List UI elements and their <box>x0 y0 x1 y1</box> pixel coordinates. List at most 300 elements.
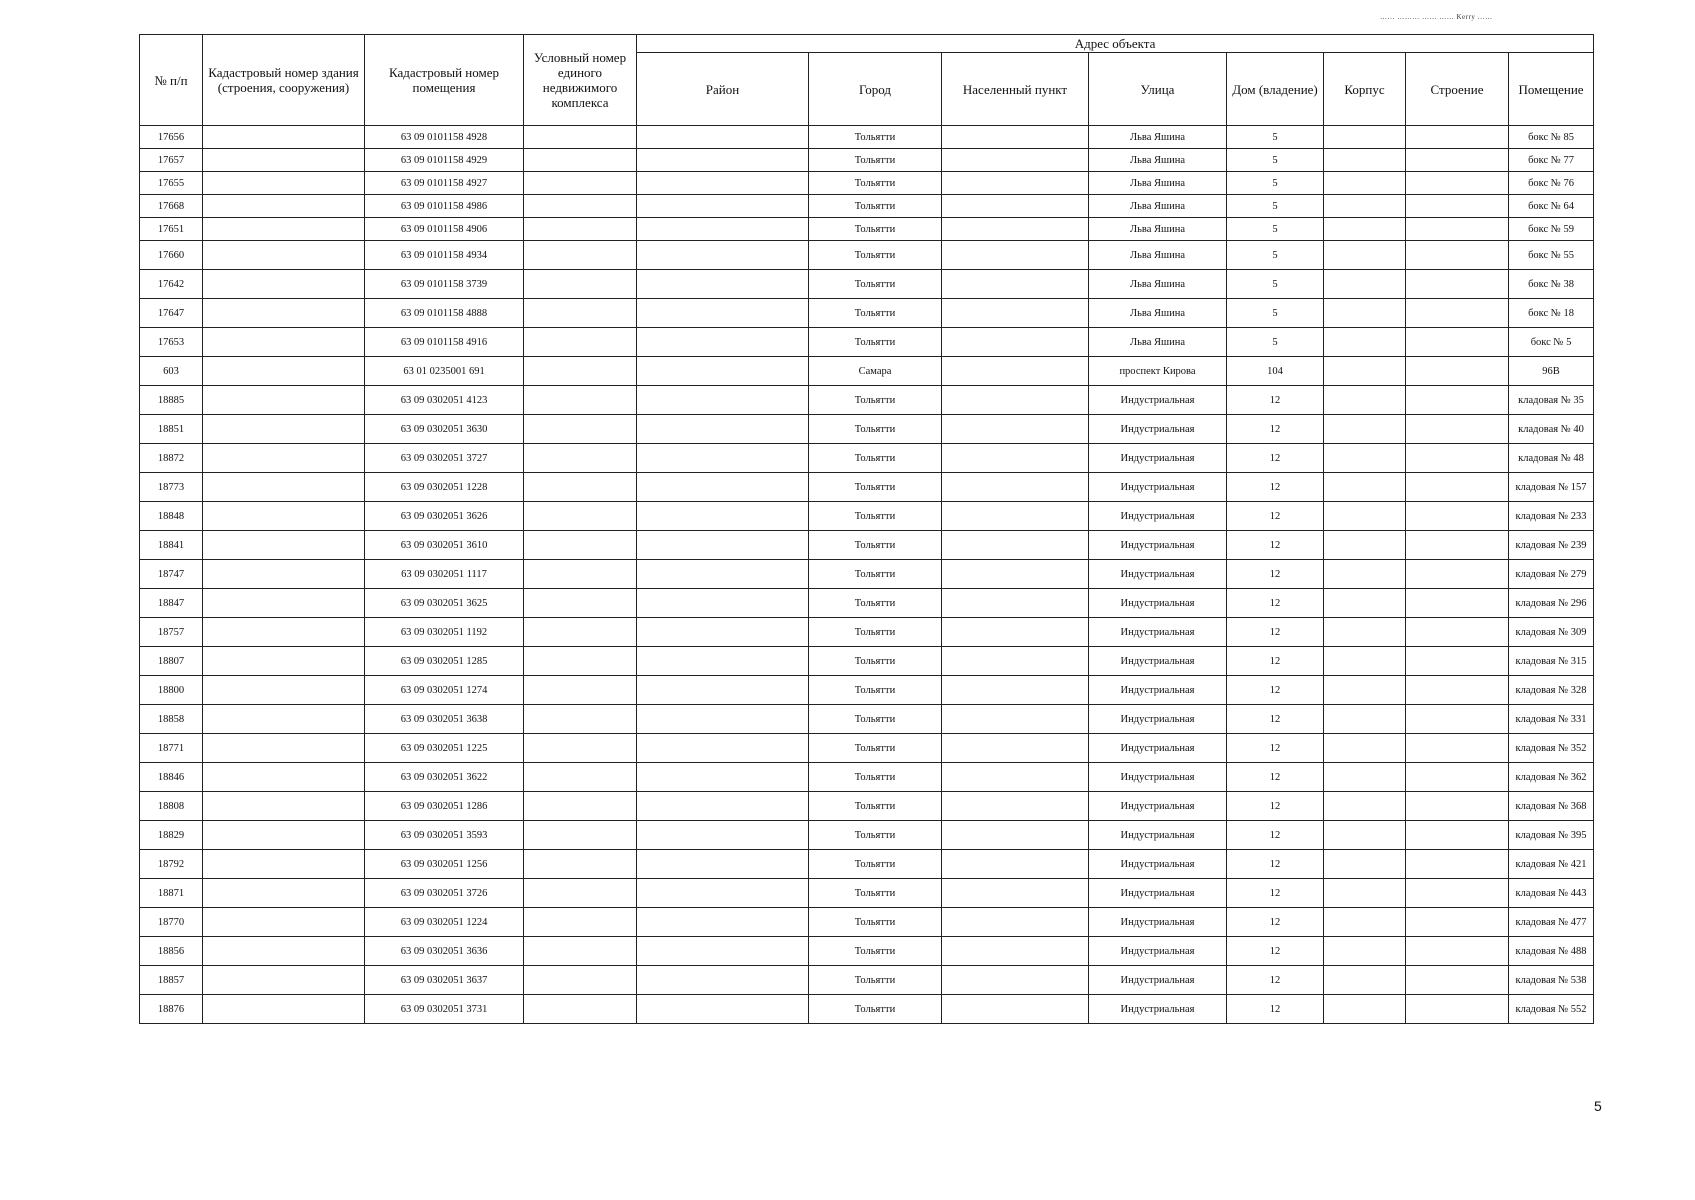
cell-room: кладовая № 352 <box>1509 734 1594 763</box>
cell-street: Льва Яшина <box>1089 241 1227 270</box>
cell-city: Тольятти <box>809 734 942 763</box>
cell-street: Индустриальная <box>1089 734 1227 763</box>
cell-settlement <box>942 357 1089 386</box>
cell-city: Тольятти <box>809 531 942 560</box>
cell-district <box>637 415 809 444</box>
cell-district <box>637 618 809 647</box>
cell-cad-building <box>203 618 365 647</box>
cell-house: 5 <box>1227 172 1324 195</box>
cell-house: 12 <box>1227 531 1324 560</box>
cell-room: кладовая № 296 <box>1509 589 1594 618</box>
cell-settlement <box>942 734 1089 763</box>
table-row <box>140 415 1594 444</box>
cell-korpus <box>1324 218 1406 241</box>
cell-building <box>1406 589 1509 618</box>
col-header-cad-premises: Кадастровый номер помещения <box>365 35 524 126</box>
table-row <box>140 444 1594 473</box>
cell-cad-building <box>203 995 365 1024</box>
cell-street: Индустриальная <box>1089 618 1227 647</box>
cell-cad-building <box>203 299 365 328</box>
cell-cad-premises: 63 09 0101158 4927 <box>365 172 524 195</box>
cell-room: кладовая № 35 <box>1509 386 1594 415</box>
cell-building <box>1406 218 1509 241</box>
cell-korpus <box>1324 763 1406 792</box>
cell-cad-building <box>203 560 365 589</box>
cell-conditional-number <box>524 821 637 850</box>
cell-cad-building <box>203 647 365 676</box>
cell-cad-premises: 63 01 0235001 691 <box>365 357 524 386</box>
cell-korpus <box>1324 126 1406 149</box>
cell-cad-building <box>203 763 365 792</box>
cell-building <box>1406 270 1509 299</box>
cell-settlement <box>942 328 1089 357</box>
cell-num: 17656 <box>140 126 203 149</box>
cell-settlement <box>942 937 1089 966</box>
cell-conditional-number <box>524 299 637 328</box>
cell-city: Тольятти <box>809 908 942 937</box>
cell-korpus <box>1324 444 1406 473</box>
cell-district <box>637 172 809 195</box>
cell-cad-premises: 63 09 0302051 3622 <box>365 763 524 792</box>
cell-korpus <box>1324 850 1406 879</box>
cell-conditional-number <box>524 502 637 531</box>
cell-conditional-number <box>524 734 637 763</box>
cell-city: Тольятти <box>809 618 942 647</box>
cell-street: Индустриальная <box>1089 473 1227 502</box>
cell-building <box>1406 126 1509 149</box>
cell-cad-building <box>203 444 365 473</box>
cell-street: Индустриальная <box>1089 821 1227 850</box>
cell-settlement <box>942 444 1089 473</box>
cell-cad-building <box>203 908 365 937</box>
cell-district <box>637 126 809 149</box>
cell-room: кладовая № 239 <box>1509 531 1594 560</box>
cell-district <box>637 270 809 299</box>
cell-num: 18847 <box>140 589 203 618</box>
cell-room: кладовая № 331 <box>1509 705 1594 734</box>
cell-street: Индустриальная <box>1089 531 1227 560</box>
cell-cad-premises: 63 09 0302051 3638 <box>365 705 524 734</box>
cell-korpus <box>1324 676 1406 705</box>
cell-korpus <box>1324 473 1406 502</box>
cell-room: бокс № 64 <box>1509 195 1594 218</box>
cell-city: Тольятти <box>809 502 942 531</box>
cell-city: Самара <box>809 357 942 386</box>
cell-city: Тольятти <box>809 270 942 299</box>
cell-num: 18876 <box>140 995 203 1024</box>
cell-room: кладовая № 48 <box>1509 444 1594 473</box>
cell-conditional-number <box>524 908 637 937</box>
cell-district <box>637 357 809 386</box>
cell-settlement <box>942 502 1089 531</box>
cell-korpus <box>1324 270 1406 299</box>
cell-house: 12 <box>1227 705 1324 734</box>
cell-cad-premises: 63 09 0101158 4888 <box>365 299 524 328</box>
cell-room: бокс № 5 <box>1509 328 1594 357</box>
cell-num: 18771 <box>140 734 203 763</box>
cell-room: кладовая № 40 <box>1509 415 1594 444</box>
cell-settlement <box>942 386 1089 415</box>
cell-city: Тольятти <box>809 415 942 444</box>
cell-street: Индустриальная <box>1089 705 1227 734</box>
cell-district <box>637 195 809 218</box>
table-row <box>140 850 1594 879</box>
table-row <box>140 705 1594 734</box>
cell-street: Индустриальная <box>1089 763 1227 792</box>
cell-building <box>1406 995 1509 1024</box>
cell-city: Тольятти <box>809 386 942 415</box>
col-header-street: Улица <box>1089 53 1227 126</box>
cell-house: 12 <box>1227 473 1324 502</box>
cell-city: Тольятти <box>809 647 942 676</box>
cell-house: 5 <box>1227 195 1324 218</box>
cell-city: Тольятти <box>809 126 942 149</box>
cell-cad-premises: 63 09 0302051 3726 <box>365 879 524 908</box>
cell-building <box>1406 618 1509 647</box>
cell-street: Индустриальная <box>1089 560 1227 589</box>
cell-district <box>637 647 809 676</box>
cell-settlement <box>942 995 1089 1024</box>
cell-street: Индустриальная <box>1089 502 1227 531</box>
cell-building <box>1406 172 1509 195</box>
cell-cad-building <box>203 195 365 218</box>
cell-house: 12 <box>1227 589 1324 618</box>
cell-room: бокс № 59 <box>1509 218 1594 241</box>
cell-cad-building <box>203 792 365 821</box>
cell-cad-building <box>203 241 365 270</box>
cell-city: Тольятти <box>809 218 942 241</box>
table-row <box>140 560 1594 589</box>
cell-city: Тольятти <box>809 172 942 195</box>
table-row <box>140 149 1594 172</box>
cell-city: Тольятти <box>809 821 942 850</box>
col-header-settlement: Населенный пункт <box>942 53 1089 126</box>
table-row <box>140 473 1594 502</box>
cell-house: 5 <box>1227 149 1324 172</box>
cell-num: 18858 <box>140 705 203 734</box>
col-header-conditional-number: Условный номер единого недвижимого комплекса <box>524 35 637 126</box>
cell-room: кладовая № 552 <box>1509 995 1594 1024</box>
cell-building <box>1406 850 1509 879</box>
table-row <box>140 937 1594 966</box>
cell-city: Тольятти <box>809 792 942 821</box>
cell-room: кладовая № 362 <box>1509 763 1594 792</box>
cell-num: 18792 <box>140 850 203 879</box>
cell-city: Тольятти <box>809 299 942 328</box>
cell-house: 5 <box>1227 299 1324 328</box>
cell-street: Индустриальная <box>1089 879 1227 908</box>
registry-table <box>139 34 1594 1024</box>
col-header-cad-building: Кадастровый номер здания (строения, сооружения) <box>203 35 365 126</box>
cell-cad-premises: 63 09 0302051 3626 <box>365 502 524 531</box>
cell-house: 5 <box>1227 328 1324 357</box>
cell-num: 18757 <box>140 618 203 647</box>
cell-korpus <box>1324 328 1406 357</box>
cell-num: 18885 <box>140 386 203 415</box>
table-row <box>140 966 1594 995</box>
cell-house: 5 <box>1227 126 1324 149</box>
cell-settlement <box>942 218 1089 241</box>
page-number: 5 <box>1594 1098 1602 1114</box>
table-row <box>140 821 1594 850</box>
table-row <box>140 502 1594 531</box>
table-row <box>140 879 1594 908</box>
cell-settlement <box>942 966 1089 995</box>
cell-room: бокс № 85 <box>1509 126 1594 149</box>
cell-street: Индустриальная <box>1089 908 1227 937</box>
cell-conditional-number <box>524 357 637 386</box>
cell-korpus <box>1324 531 1406 560</box>
col-header-num: № п/п <box>140 35 203 126</box>
cell-house: 12 <box>1227 734 1324 763</box>
cell-num: 18800 <box>140 676 203 705</box>
cell-cad-building <box>203 172 365 195</box>
table-row <box>140 647 1594 676</box>
cell-street: Льва Яшина <box>1089 299 1227 328</box>
cell-building <box>1406 676 1509 705</box>
cell-house: 12 <box>1227 821 1324 850</box>
cell-conditional-number <box>524 386 637 415</box>
cell-conditional-number <box>524 328 637 357</box>
cell-house: 12 <box>1227 676 1324 705</box>
cell-street: Индустриальная <box>1089 415 1227 444</box>
cell-building <box>1406 149 1509 172</box>
cell-building <box>1406 386 1509 415</box>
cell-district <box>637 763 809 792</box>
cell-street: Индустриальная <box>1089 995 1227 1024</box>
cell-street: проспект Кирова <box>1089 357 1227 386</box>
cell-house: 12 <box>1227 618 1324 647</box>
cell-settlement <box>942 560 1089 589</box>
table-row <box>140 618 1594 647</box>
cell-num: 18770 <box>140 908 203 937</box>
cell-room: кладовая № 233 <box>1509 502 1594 531</box>
cell-city: Тольятти <box>809 149 942 172</box>
cell-conditional-number <box>524 444 637 473</box>
cell-city: Тольятти <box>809 473 942 502</box>
cell-settlement <box>942 647 1089 676</box>
cell-conditional-number <box>524 126 637 149</box>
cell-cad-building <box>203 705 365 734</box>
cell-street: Индустриальная <box>1089 386 1227 415</box>
cell-cad-building <box>203 676 365 705</box>
cell-settlement <box>942 792 1089 821</box>
cell-cad-building <box>203 502 365 531</box>
cell-building <box>1406 908 1509 937</box>
cell-conditional-number <box>524 792 637 821</box>
cell-building <box>1406 299 1509 328</box>
cell-street: Льва Яшина <box>1089 270 1227 299</box>
cell-street: Индустриальная <box>1089 676 1227 705</box>
cell-room: бокс № 18 <box>1509 299 1594 328</box>
cell-cad-premises: 63 09 0101158 3739 <box>365 270 524 299</box>
cell-room: кладовая № 279 <box>1509 560 1594 589</box>
cell-building <box>1406 502 1509 531</box>
cell-street: Индустриальная <box>1089 966 1227 995</box>
table-row <box>140 676 1594 705</box>
cell-room: кладовая № 395 <box>1509 821 1594 850</box>
cell-room: бокс № 38 <box>1509 270 1594 299</box>
table-row <box>140 126 1594 149</box>
cell-settlement <box>942 473 1089 502</box>
cell-cad-premises: 63 09 0101158 4916 <box>365 328 524 357</box>
cell-building <box>1406 531 1509 560</box>
cell-settlement <box>942 589 1089 618</box>
cell-cad-building <box>203 966 365 995</box>
cell-num: 18808 <box>140 792 203 821</box>
cell-num: 17642 <box>140 270 203 299</box>
cell-building <box>1406 937 1509 966</box>
cell-room: бокс № 76 <box>1509 172 1594 195</box>
cell-city: Тольятти <box>809 995 942 1024</box>
cell-building <box>1406 647 1509 676</box>
cell-cad-premises: 63 09 0302051 1117 <box>365 560 524 589</box>
cell-district <box>637 879 809 908</box>
cell-street: Льва Яшина <box>1089 172 1227 195</box>
cell-korpus <box>1324 560 1406 589</box>
header-row-top <box>140 35 1594 53</box>
cell-conditional-number <box>524 676 637 705</box>
cell-district <box>637 676 809 705</box>
cell-conditional-number <box>524 473 637 502</box>
cell-settlement <box>942 241 1089 270</box>
cell-num: 18871 <box>140 879 203 908</box>
cell-street: Льва Яшина <box>1089 195 1227 218</box>
cell-house: 5 <box>1227 241 1324 270</box>
cell-district <box>637 850 809 879</box>
cell-settlement <box>942 270 1089 299</box>
cell-house: 12 <box>1227 560 1324 589</box>
cell-district <box>637 444 809 473</box>
cell-building <box>1406 966 1509 995</box>
cell-house: 12 <box>1227 908 1324 937</box>
table-row <box>140 995 1594 1024</box>
cell-korpus <box>1324 908 1406 937</box>
cell-cad-premises: 63 09 0302051 3637 <box>365 966 524 995</box>
cell-settlement <box>942 705 1089 734</box>
cell-district <box>637 937 809 966</box>
cell-building <box>1406 560 1509 589</box>
cell-korpus <box>1324 172 1406 195</box>
cell-district <box>637 386 809 415</box>
cell-settlement <box>942 531 1089 560</box>
cell-cad-building <box>203 328 365 357</box>
cell-city: Тольятти <box>809 241 942 270</box>
cell-street: Индустриальная <box>1089 647 1227 676</box>
cell-street: Индустриальная <box>1089 589 1227 618</box>
cell-conditional-number <box>524 618 637 647</box>
cell-cad-building <box>203 126 365 149</box>
cell-cad-building <box>203 879 365 908</box>
cell-cad-premises: 63 09 0101158 4906 <box>365 218 524 241</box>
cell-cad-building <box>203 357 365 386</box>
cell-building <box>1406 357 1509 386</box>
cell-korpus <box>1324 995 1406 1024</box>
cell-building <box>1406 821 1509 850</box>
cell-korpus <box>1324 357 1406 386</box>
cell-settlement <box>942 149 1089 172</box>
cell-building <box>1406 734 1509 763</box>
cell-conditional-number <box>524 763 637 792</box>
table-row <box>140 328 1594 357</box>
cell-num: 17668 <box>140 195 203 218</box>
cell-city: Тольятти <box>809 589 942 618</box>
cell-house: 5 <box>1227 270 1324 299</box>
table-row <box>140 908 1594 937</box>
cell-korpus <box>1324 502 1406 531</box>
table-row <box>140 386 1594 415</box>
cell-cad-building <box>203 821 365 850</box>
cell-street: Льва Яшина <box>1089 126 1227 149</box>
cell-street: Льва Яшина <box>1089 149 1227 172</box>
header-note: …… ……… …… …… Kerry …… <box>1380 13 1493 21</box>
cell-cad-premises: 63 09 0302051 3727 <box>365 444 524 473</box>
cell-room: бокс № 77 <box>1509 149 1594 172</box>
cell-settlement <box>942 850 1089 879</box>
cell-korpus <box>1324 195 1406 218</box>
cell-house: 12 <box>1227 937 1324 966</box>
cell-cad-premises: 63 09 0302051 1228 <box>365 473 524 502</box>
cell-building <box>1406 792 1509 821</box>
cell-room: кладовая № 421 <box>1509 850 1594 879</box>
cell-district <box>637 473 809 502</box>
cell-settlement <box>942 763 1089 792</box>
cell-num: 18829 <box>140 821 203 850</box>
cell-district <box>637 218 809 241</box>
col-header-korpus: Корпус <box>1324 53 1406 126</box>
col-header-house: Дом (владение) <box>1227 53 1324 126</box>
cell-cad-premises: 63 09 0302051 1256 <box>365 850 524 879</box>
cell-building <box>1406 241 1509 270</box>
table-row <box>140 357 1594 386</box>
cell-city: Тольятти <box>809 763 942 792</box>
cell-city: Тольятти <box>809 560 942 589</box>
cell-cad-premises: 63 09 0101158 4928 <box>365 126 524 149</box>
cell-cad-building <box>203 850 365 879</box>
cell-num: 18856 <box>140 937 203 966</box>
cell-house: 12 <box>1227 415 1324 444</box>
col-header-room: Помещение <box>1509 53 1594 126</box>
cell-district <box>637 589 809 618</box>
cell-cad-premises: 63 09 0101158 4929 <box>365 149 524 172</box>
cell-room: кладовая № 315 <box>1509 647 1594 676</box>
table-body <box>140 126 1594 1024</box>
cell-settlement <box>942 126 1089 149</box>
cell-house: 12 <box>1227 647 1324 676</box>
cell-building <box>1406 195 1509 218</box>
cell-cad-premises: 63 09 0302051 4123 <box>365 386 524 415</box>
cell-house: 12 <box>1227 444 1324 473</box>
cell-cad-building <box>203 149 365 172</box>
cell-cad-building <box>203 386 365 415</box>
cell-korpus <box>1324 241 1406 270</box>
cell-settlement <box>942 299 1089 328</box>
cell-num: 17660 <box>140 241 203 270</box>
cell-district <box>637 502 809 531</box>
cell-cad-premises: 63 09 0302051 1286 <box>365 792 524 821</box>
cell-conditional-number <box>524 647 637 676</box>
cell-cad-premises: 63 09 0302051 1274 <box>365 676 524 705</box>
cell-num: 17655 <box>140 172 203 195</box>
cell-building <box>1406 473 1509 502</box>
cell-house: 12 <box>1227 850 1324 879</box>
cell-district <box>637 792 809 821</box>
cell-conditional-number <box>524 218 637 241</box>
cell-room: 96В <box>1509 357 1594 386</box>
cell-conditional-number <box>524 995 637 1024</box>
cell-korpus <box>1324 299 1406 328</box>
cell-house: 5 <box>1227 218 1324 241</box>
